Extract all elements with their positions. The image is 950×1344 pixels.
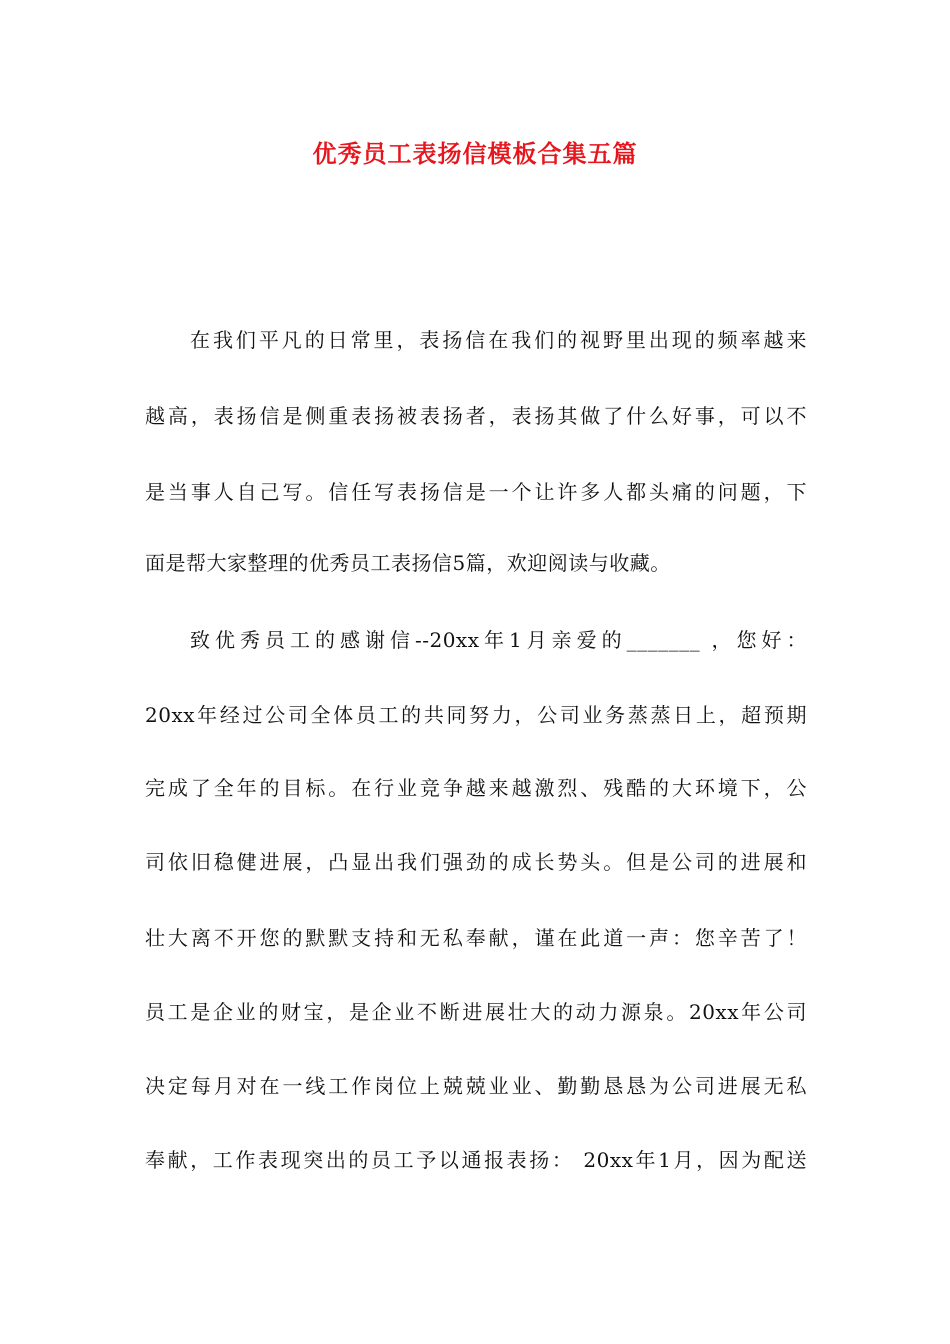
paragraph-line: 20xx年经过公司全体员工的共同努力，公司业务蒸蒸日上，超预期 (145, 703, 807, 727)
paragraph-line: 面是帮大家整理的优秀员工表扬信5篇，欢迎阅读与收藏。 (145, 551, 671, 575)
paragraph-line: 在我们平凡的日常里，表扬信在我们的视野里出现的频率越来 (190, 328, 807, 352)
paragraph-line: 完成了全年的目标。在行业竞争越来越激烈、残酷的大环境下，公 (145, 776, 807, 800)
paragraph-line: 员工是企业的财宝，是企业不断进展壮大的动力源泉。20xx年公司 (145, 1000, 807, 1024)
paragraph-line: 决定每月对在一线工作岗位上兢兢业业、勤勤恳恳为公司进展无私 (145, 1074, 807, 1098)
paragraph-line: 奉献，工作表现突出的员工予以通报表扬： 20xx年1月，因为配送 (145, 1148, 807, 1172)
paragraph-line: 致优秀员工的感谢信--20xx年1月亲爱的_______ ，您好： (190, 628, 807, 652)
paragraph-line: 壮大离不开您的默默支持和无私奉献，谨在此道一声：您辛苦了！ (145, 926, 807, 950)
paragraph-line: 是当事人自己写。信任写表扬信是一个让许多人都头痛的问题，下 (145, 480, 807, 504)
document-title: 优秀员工表扬信模板合集五篇 (312, 139, 638, 168)
paragraph-line: 司依旧稳健进展，凸显出我们强劲的成长势头。但是公司的进展和 (145, 850, 807, 874)
paragraph-line: 越高，表扬信是侧重表扬被表扬者，表扬其做了什么好事，可以不 (145, 404, 807, 428)
